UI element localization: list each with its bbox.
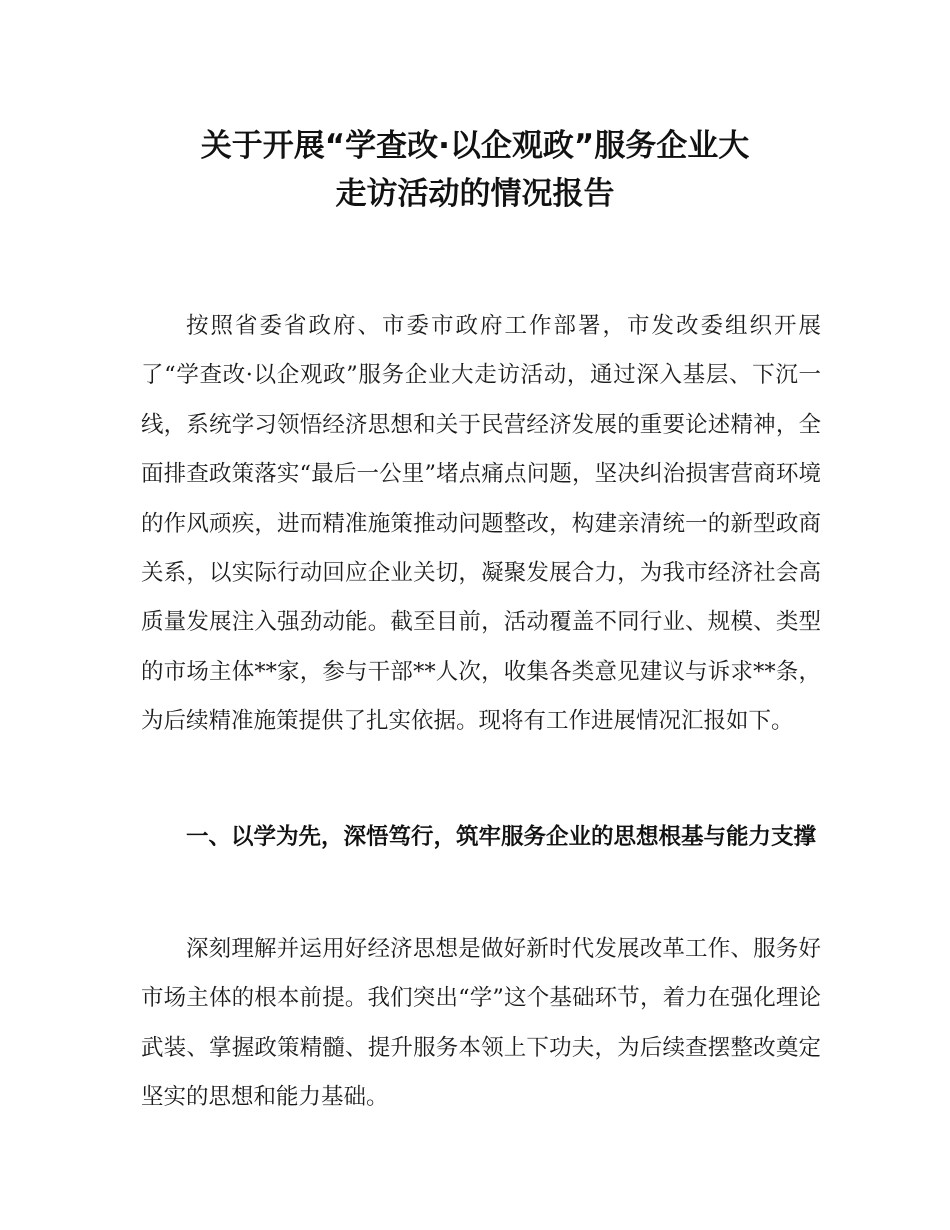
section-1-heading: 一、以学为先，深悟笃行，筑牢服务企业的思想根基与能力支撑 [186, 824, 817, 850]
document-title-line-1: 关于开展“学查改·以企观政”服务企业大 [200, 128, 750, 164]
document-title-line-2: 走访活动的情况报告 [335, 176, 615, 212]
intro-paragraph: 按照省委省政府、市委市政府工作部署，市发改委组织开展了“学查改·以企观政”服务企业大走访活动，通过深入基层、下沉一线，系统学习领悟经济思想和关于民营经济发展的重要论述精神，全面排查政策落实“最后一公里”堵点痛点问题，坚决纠治损害营商环境的作风顽疾，进而精准施策推动问题整改，构建亲清统一的新型政商关系，以实际行动回应企业关切，凝聚发展合力，为我市经济社会高质量发展注入强劲动能。截至目前，活动覆盖不同行业、规模、类型的市场主体**家，参与干部**人次，收集各类意见建议与诉求**条，为后续精准施策提供了扎实依据。现将有工作进展情况汇报如下。 [141, 313, 821, 735]
section-1-paragraph: 深刻理解并运用好经济思想是做好新时代发展改革工作、服务好市场主体的根本前提。我们突出“学”这个基础环节，着力在强化理论武装、掌握政策精髓、提升服务本领上下功夫，为后续查摆整改奠定坚实的思想和能力基础。 [141, 936, 821, 1111]
